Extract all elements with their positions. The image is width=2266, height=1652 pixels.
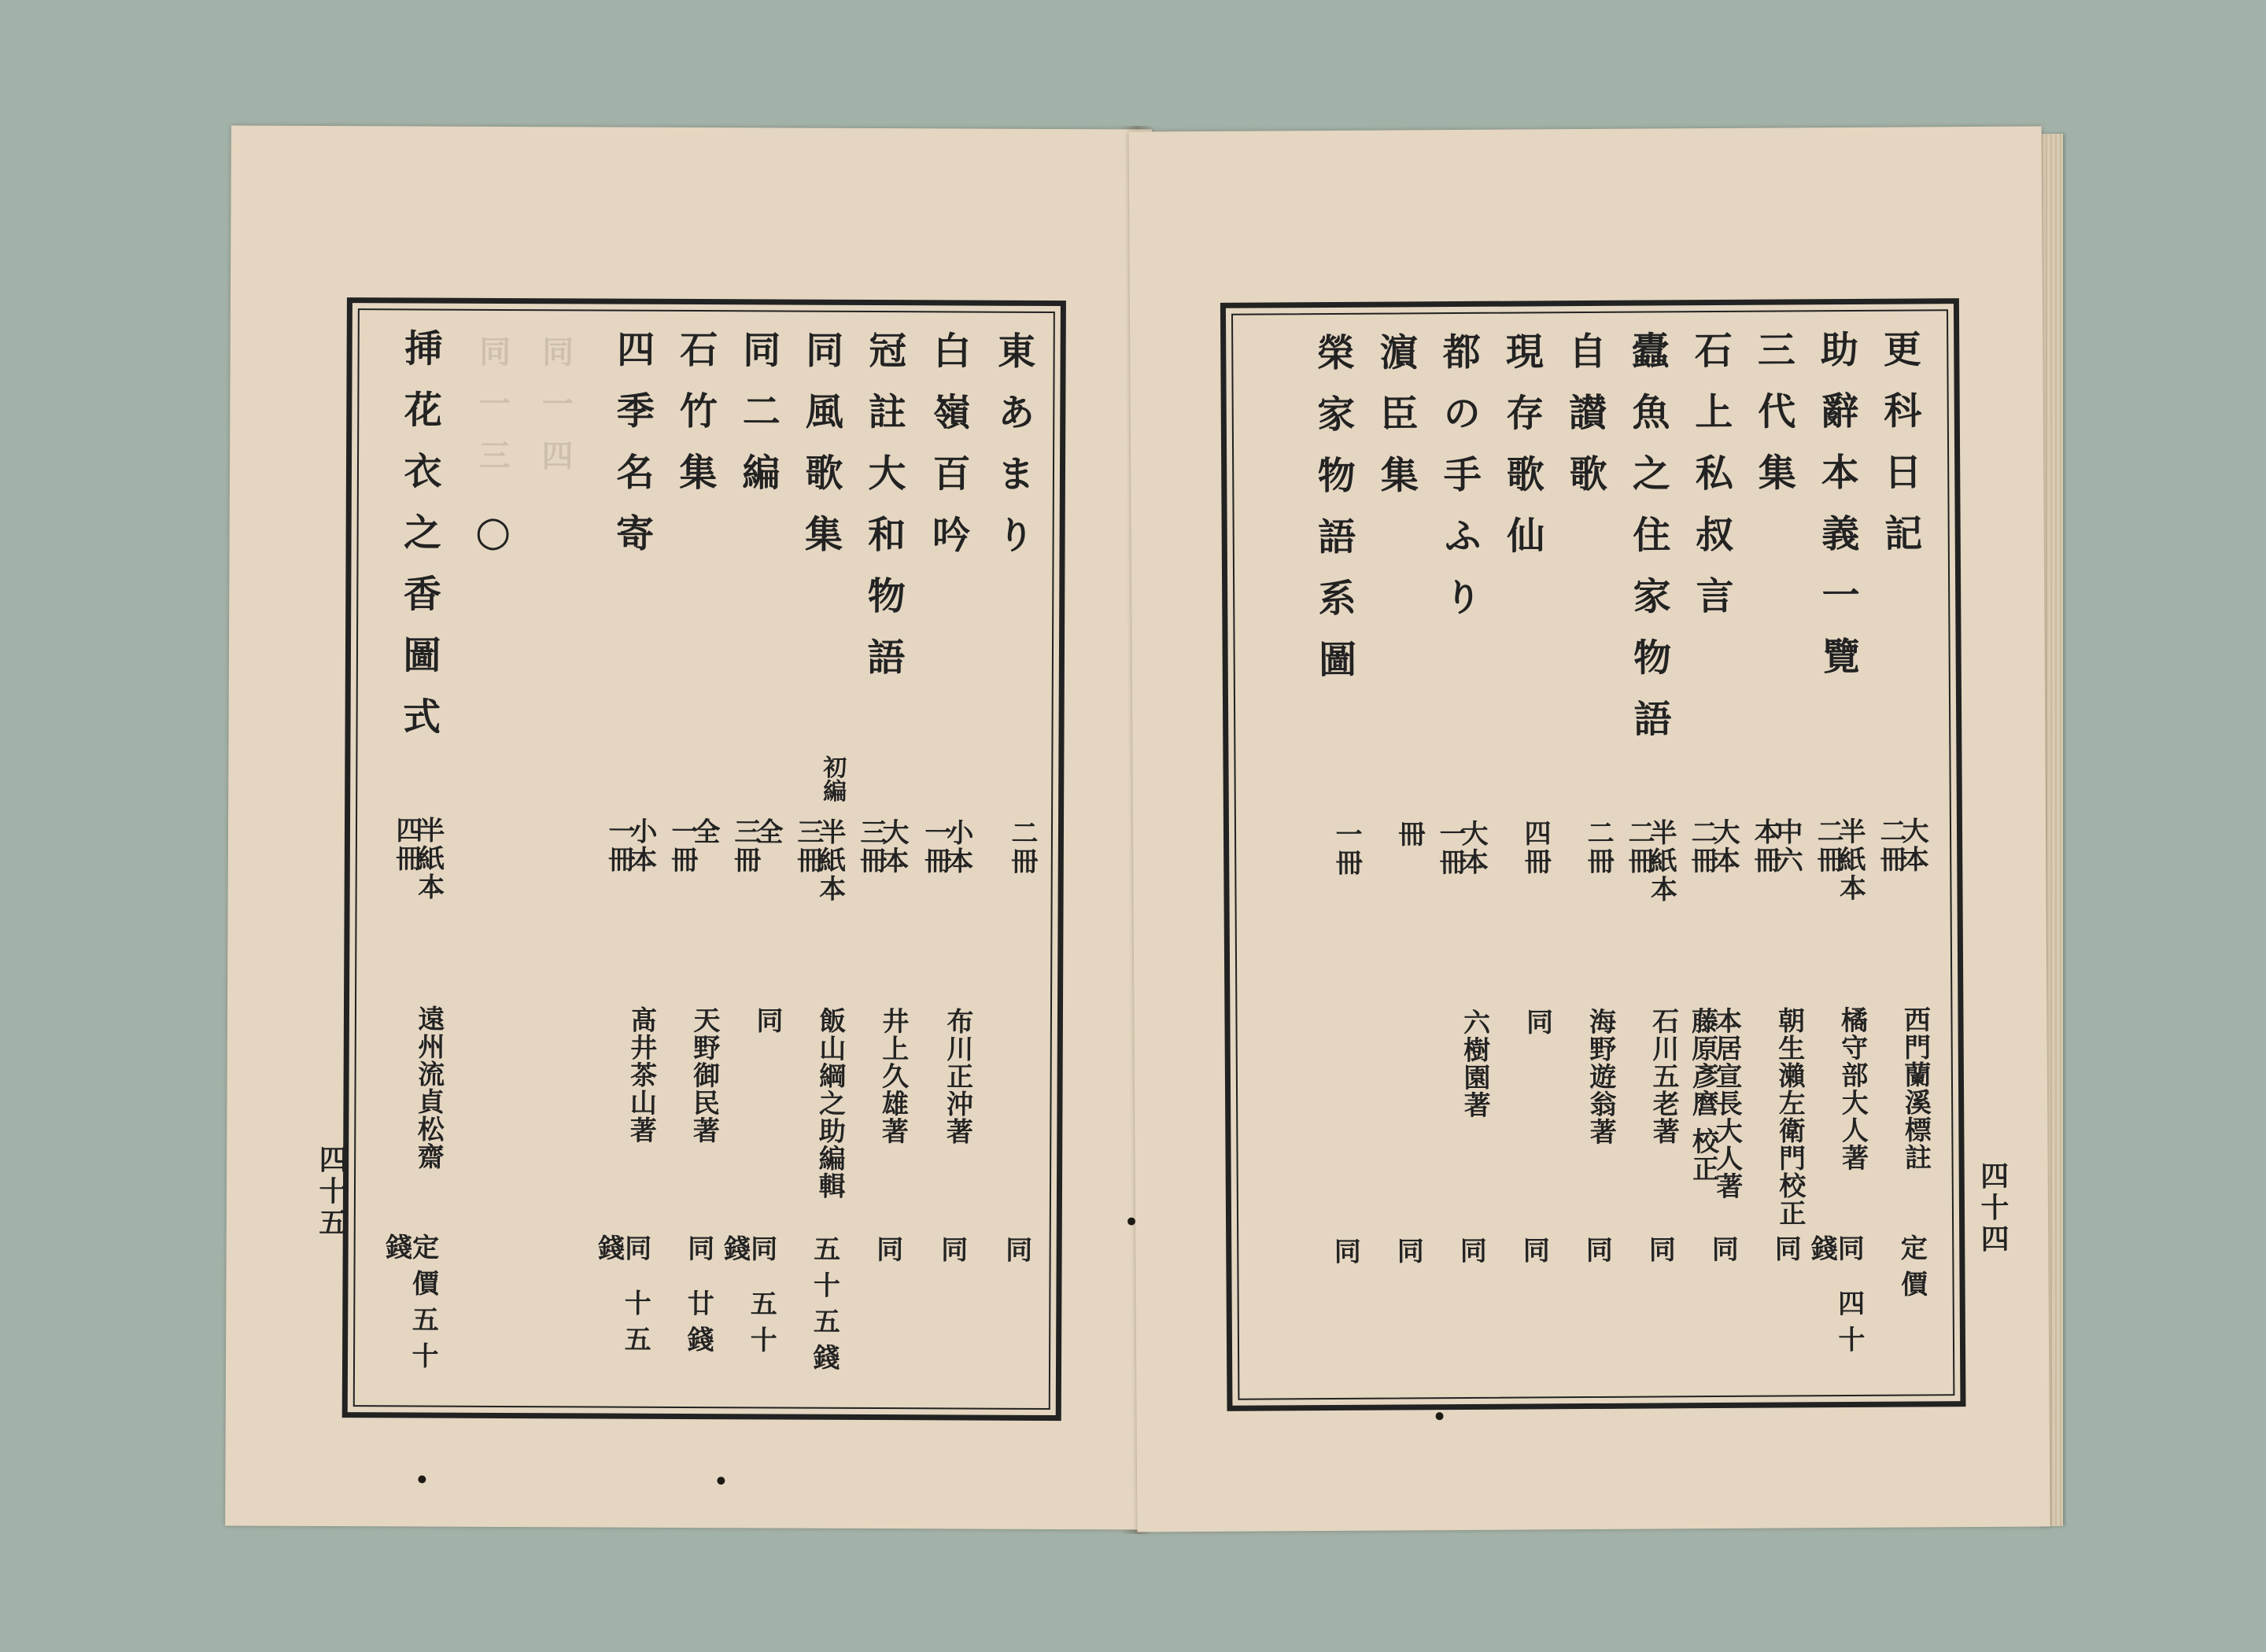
- entry-title: 同風歌集: [798, 330, 843, 576]
- entry-title: 同二編: [735, 330, 781, 514]
- entry-title: 石竹集: [672, 329, 718, 514]
- entry-column: [380, 328, 452, 1382]
- entry-author: 井上久雄著: [877, 1007, 910, 1145]
- entry-price: 五十五錢: [807, 1234, 840, 1380]
- binding-hole: [418, 1476, 426, 1484]
- entry-price: 同: [1644, 1235, 1676, 1272]
- entry-price: 定價五十錢: [380, 1233, 439, 1378]
- entry-column: [1426, 332, 1496, 1386]
- entry-column: [1364, 332, 1433, 1386]
- entry-volume: 四冊: [1519, 819, 1552, 876]
- entry-column: [977, 331, 1045, 1385]
- entry-author: 朝生瀨左衛門校正: [1773, 1006, 1807, 1227]
- entry-title: 冠註大和物語: [860, 330, 906, 699]
- entry-title: 濵臣集: [1373, 332, 1419, 517]
- entry-title: 現存歌仙: [1499, 331, 1545, 577]
- show-through-text: 同一三: [473, 334, 511, 492]
- entry-author: [1375, 1009, 1424, 1268]
- entry-price: 同: [871, 1235, 903, 1272]
- entry-author: 飯山綱之助編輯: [813, 1006, 847, 1200]
- entry-price: 同: [1707, 1234, 1739, 1272]
- entry-author: [1312, 1009, 1361, 1269]
- entry-volume: 半紙本 二冊: [1622, 818, 1677, 904]
- entry-price: 同 十五錢: [592, 1233, 651, 1362]
- entry-volume: 大本 一冊: [1434, 819, 1489, 877]
- page-number: 四十四: [1976, 1160, 2010, 1256]
- show-through-text: 同一四: [536, 335, 574, 492]
- entry-title: 更科日記: [1877, 329, 1923, 575]
- entry-title: 助辭本義一覽: [1814, 329, 1860, 699]
- entry-subtitle: 初編: [818, 754, 847, 802]
- entry-volume: 全 一冊: [666, 817, 721, 875]
- entry-price: 同 四十錢: [1806, 1233, 1866, 1362]
- entry-column: [848, 330, 916, 1385]
- entry-price: 同: [1455, 1236, 1487, 1274]
- left-page-frame: [342, 297, 1066, 1421]
- entry-author: 橘守部大人著: [1836, 1005, 1869, 1172]
- entry-column: [1678, 330, 1747, 1385]
- binding-hole: [717, 1477, 725, 1484]
- entry-title: 東あまり: [990, 330, 1035, 577]
- entry-volume: 全 三冊: [729, 817, 784, 875]
- entry-price: 同 五十錢: [718, 1234, 777, 1363]
- entry-column: [659, 330, 727, 1384]
- entry-author: 天野御民著: [688, 1006, 721, 1145]
- entry-author: 本居宣長大人著 藤原彥麿 校正: [1686, 1006, 1743, 1200]
- entry-column: [1741, 330, 1810, 1384]
- page-number: 四十五: [314, 1144, 349, 1240]
- entry-volume: 半紙本 三冊: [792, 817, 847, 903]
- right-page: [1129, 126, 2050, 1532]
- entry-title: 白嶺百吟: [925, 330, 971, 577]
- entry-volume: 半紙本 四冊: [390, 816, 445, 902]
- entry-volume: 小本 一冊: [603, 817, 658, 874]
- entry-column: [1867, 329, 1936, 1383]
- entry-volume: 小本 一冊: [919, 818, 974, 876]
- entry-volume: 大本 三冊: [854, 817, 910, 876]
- entry-price: 同: [1518, 1236, 1550, 1273]
- entry-title: 自讃歌: [1562, 330, 1607, 516]
- binding-hole: [1436, 1412, 1444, 1420]
- entry-column: [1301, 333, 1370, 1387]
- entry-column: [718, 330, 790, 1384]
- entry-price: 同: [1392, 1237, 1424, 1274]
- entry-author: 髙井茶山著: [625, 1005, 658, 1144]
- entry-column: [1804, 330, 1873, 1384]
- entry-author: [986, 1008, 1034, 1267]
- entry-volume: 半紙本 二冊: [1811, 817, 1866, 903]
- entry-column: [1552, 331, 1622, 1385]
- entry-author: 海野遊翁著: [1584, 1007, 1617, 1146]
- entry-title: 榮家物語系圖: [1310, 332, 1356, 702]
- entry-column: [785, 330, 853, 1385]
- entry-column: [1615, 330, 1685, 1385]
- entry-volume: 二冊: [1581, 818, 1615, 876]
- entry-author: 遠州流貞松齋: [412, 1005, 445, 1171]
- entry-volume: 二冊: [1006, 818, 1039, 876]
- entry-title: 四季名寄: [609, 329, 655, 575]
- entry-volume: 冊: [1393, 820, 1426, 849]
- right-page-frame: [1220, 298, 1966, 1411]
- entry-volume: 大本 二冊: [1874, 817, 1929, 874]
- entry-author: 六樹園著: [1458, 1008, 1491, 1119]
- entry-volume: 一冊: [1330, 820, 1363, 878]
- entry-column: [913, 330, 980, 1385]
- binding-hole: [1127, 1218, 1135, 1226]
- entry-title: 挿花衣之香圖式: [396, 328, 442, 758]
- entry-author: 同: [1521, 1008, 1553, 1036]
- entry-price: 定價: [1895, 1233, 1928, 1307]
- entry-author: 同: [751, 1006, 784, 1034]
- left-page: [225, 125, 1152, 1529]
- entry-volume: 中六 本冊: [1748, 817, 1803, 875]
- entry-author: 石川五老著: [1647, 1007, 1680, 1145]
- entry-author: 布川正沖著: [941, 1007, 974, 1145]
- entry-price: 同 廿錢: [682, 1233, 714, 1362]
- entry-price: 同: [936, 1235, 968, 1272]
- entry-title: 石上私叔言: [1688, 330, 1734, 638]
- entry-volume: 大本 二冊: [1685, 817, 1740, 876]
- entry-price: 同: [1329, 1237, 1361, 1274]
- entry-title: 蠹魚之住家物語: [1625, 330, 1672, 761]
- entry-price: 同: [1000, 1235, 1032, 1272]
- entry-price: 同: [1770, 1234, 1802, 1271]
- entry-title: 三代集: [1751, 330, 1796, 514]
- section-mark: ○: [469, 507, 517, 556]
- entry-author: 西門蘭溪標註: [1899, 1005, 1932, 1171]
- entry-column: [592, 329, 664, 1384]
- entry-price: 同: [1581, 1235, 1613, 1273]
- entry-title: 都の手ふり: [1436, 331, 1482, 640]
- entry-column: [1489, 331, 1559, 1385]
